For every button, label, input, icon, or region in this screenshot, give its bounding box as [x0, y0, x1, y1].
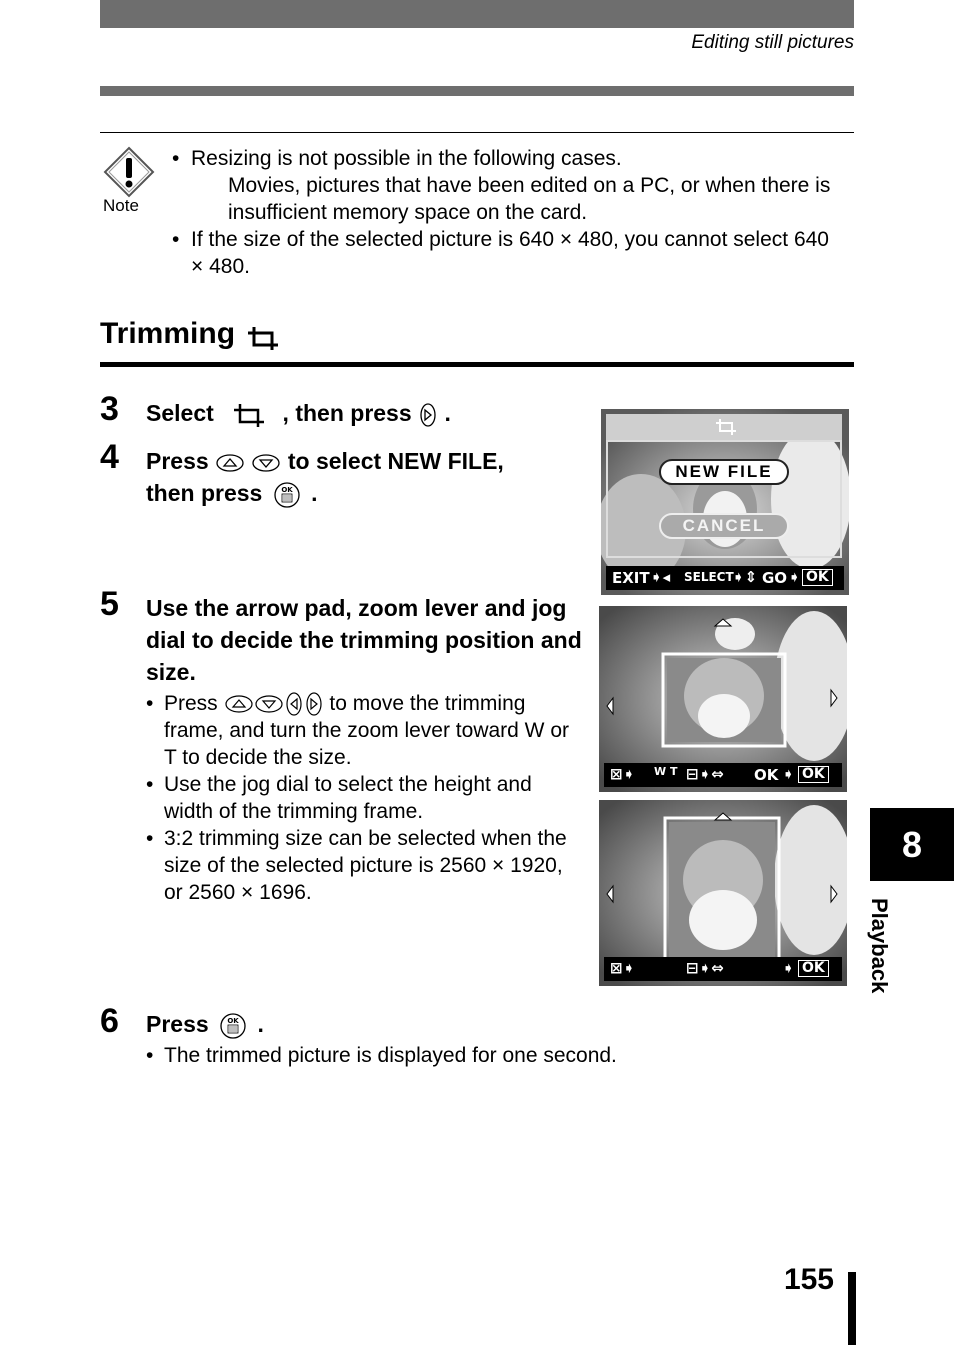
- ok-box: OK: [798, 960, 829, 977]
- section-title: Trimming: [100, 317, 236, 350]
- arrow-right-button-icon: [418, 402, 438, 428]
- step-5-bullet-1-press: Press: [164, 692, 218, 715]
- camera-screen-trim-frame: [599, 606, 847, 792]
- arrow-icon: ➧: [782, 765, 795, 783]
- menu-frame: [606, 440, 842, 558]
- menu-title-bar: [606, 414, 842, 440]
- step-5-bullet-2: • Use the jog dial to select the height and width of the trimming frame.: [146, 771, 576, 825]
- step-4-press: Press: [146, 448, 209, 474]
- section-rule: [100, 362, 854, 367]
- step-5-bullet-1-text: to move the trimming frame, and turn the zoom lever toward W or T to decide the size.: [164, 692, 569, 770]
- trim-icon: [714, 418, 738, 436]
- arrow-down-button-icon: [254, 694, 284, 714]
- step-6-bullet: • The trimmed picture is displayed for one second.: [146, 1042, 786, 1069]
- arrow-up-button-icon: [224, 694, 254, 714]
- go-label: GO: [762, 569, 788, 587]
- page-number-bar: [848, 1272, 856, 1345]
- step-4-then-press: then press: [146, 480, 263, 506]
- chapter-tab: 8: [870, 808, 954, 881]
- step-4-to-select: to select NEW FILE,: [287, 448, 504, 474]
- resize-icon: ⊠➧: [610, 959, 636, 977]
- trim-icon: [246, 325, 280, 351]
- header-divider: [100, 86, 854, 96]
- screen-1-toolbar: [606, 566, 844, 590]
- note-bullet-1-detail: Movies, pictures that have been edited on a PC, or when there is insufficient memory space on the card.: [228, 174, 831, 224]
- step-5-bullet-3: • 3:2 trimming size can be selected when the size of the selected picture is 2560 × 1920, or 2560 × 1696.: [146, 825, 576, 906]
- step-3-period: .: [444, 400, 451, 426]
- chapter-label: Playback: [867, 898, 892, 994]
- step-3-number: 3: [100, 390, 119, 428]
- step-4-number: 4: [100, 438, 119, 476]
- step-6-press: Press: [146, 1011, 209, 1037]
- step-3-text: [146, 397, 451, 429]
- ok-button-icon: [219, 1012, 247, 1040]
- arrow-up-down-icon: ➧⇕: [732, 568, 758, 586]
- step-6-bullets: [146, 1042, 786, 1069]
- camera-screen-trim-frame-vertical: [599, 800, 847, 986]
- step-6-text: [146, 1008, 264, 1040]
- aspect-icon: ⊟➧⇔: [686, 959, 724, 977]
- zoom-wt-icon: W T: [654, 765, 678, 778]
- header-bar: [100, 0, 854, 28]
- camera-screen-trim-menu: [601, 409, 849, 595]
- step-5-bullet-1: [146, 690, 576, 771]
- arrow-left-button-icon: [284, 691, 304, 717]
- step-3-select: Select: [146, 400, 214, 426]
- exit-label: EXIT: [612, 569, 650, 587]
- header-section-title: Editing still pictures: [691, 32, 854, 53]
- ok-button-icon: [273, 481, 301, 509]
- screen-2-toolbar: [604, 763, 842, 787]
- svg-text:OK: OK: [281, 485, 293, 494]
- ok-label: OK: [754, 766, 779, 784]
- aspect-icon: ⊟➧⇔: [686, 765, 724, 783]
- step-6-period: .: [257, 1011, 264, 1037]
- trim-icon: [226, 402, 270, 428]
- step-4-text: [146, 445, 576, 509]
- warning-icon: [103, 146, 155, 198]
- arrow-icon: ➧: [788, 568, 801, 586]
- svg-text:OK: OK: [227, 1016, 239, 1025]
- arrow-up-button-icon: [215, 453, 245, 473]
- ok-box: OK: [802, 569, 833, 586]
- note-divider: [100, 132, 854, 133]
- arrow-right-button-icon: [304, 691, 324, 717]
- ok-box: OK: [798, 766, 829, 783]
- arrow-icon: ➧: [782, 959, 795, 977]
- arrow-left-icon: ➧◂: [650, 568, 671, 586]
- note-label: Note: [103, 196, 139, 215]
- note-list: [172, 145, 862, 280]
- step-4-period: .: [311, 480, 318, 506]
- cancel-option[interactable]: CANCEL: [659, 513, 789, 539]
- step-5-number: 5: [100, 585, 119, 623]
- step-3-then-press: , then press: [282, 400, 412, 426]
- select-label: SELECT: [684, 570, 734, 584]
- screen-3-toolbar: [604, 957, 842, 981]
- step-5-bullets: [146, 690, 576, 906]
- step-6-number: 6: [100, 1002, 119, 1040]
- note-bullet-1: • Resizing is not possible in the following cases.: [172, 145, 862, 172]
- resize-icon: ⊠➧: [610, 765, 636, 783]
- page-number: 155: [783, 1263, 834, 1296]
- step-5-title: Use the arrow pad, zoom lever and jog dial to decide the trimming position and size.: [146, 595, 582, 685]
- new-file-option[interactable]: NEW FILE: [659, 459, 789, 485]
- arrow-down-button-icon: [251, 453, 281, 473]
- note-bullet-2: • If the size of the selected picture is 640 × 480, you cannot select 640 × 480.: [172, 226, 841, 280]
